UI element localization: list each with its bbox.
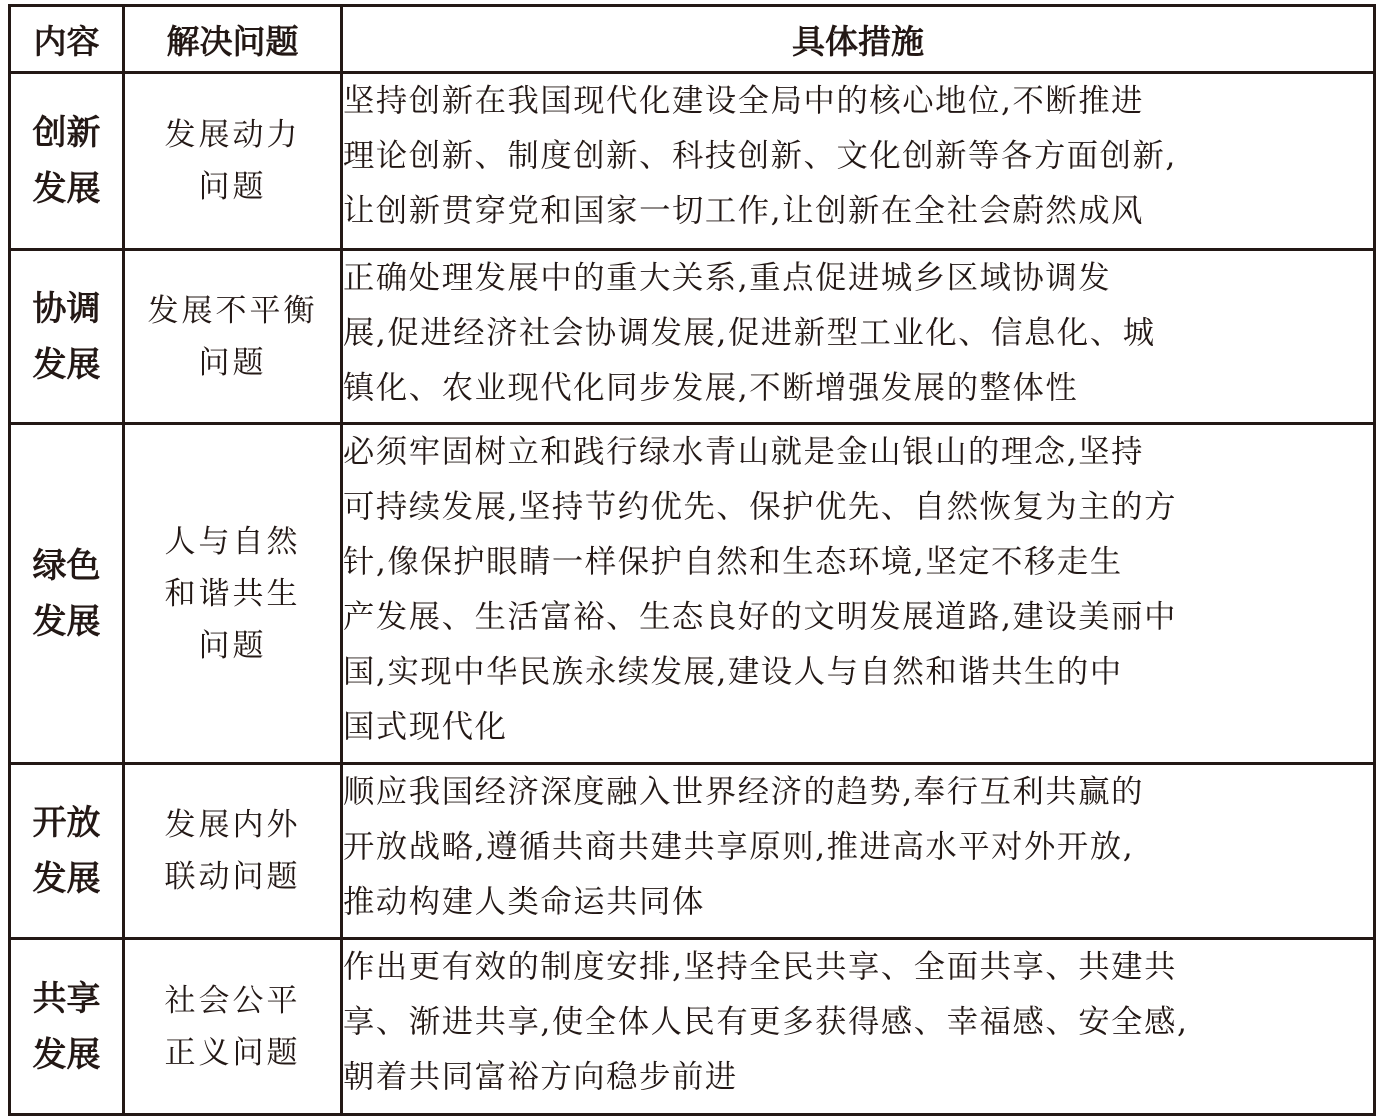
measures-line: 推动构建人类命运共同体 <box>343 884 705 920</box>
content-line: 发展 <box>32 859 101 899</box>
problem-line: 发展不平衡 <box>147 292 318 329</box>
header-problem: 解决问题 <box>124 6 342 73</box>
problem-line: 问题 <box>198 627 267 664</box>
measures-line: 产发展、生活富裕、生态良好的文明发展道路,建设美丽中 <box>343 599 1177 635</box>
content-cell <box>10 424 124 764</box>
content-cell <box>10 250 124 424</box>
header-measures: 具体措施 <box>342 6 1375 73</box>
measures-line: 朝着共同富裕方向稳步前进 <box>343 1059 738 1095</box>
content-cell <box>10 73 124 250</box>
problem-line: 社会公平 <box>164 982 301 1019</box>
content-line: 发展 <box>32 1034 101 1075</box>
problem-cell <box>124 73 342 250</box>
content-line: 协调 <box>32 288 101 329</box>
header-content: 内容 <box>10 6 124 73</box>
content-line: 发展 <box>32 169 101 209</box>
measures-cell <box>342 424 1375 764</box>
problem-line: 联动问题 <box>164 859 301 895</box>
measures-line: 镇化、农业现代化同步发展,不断增强发展的整体性 <box>343 370 1079 406</box>
measures-line: 展,促进经济社会协调发展,促进新型工业化、信息化、城 <box>343 315 1156 351</box>
table-row <box>10 73 1375 250</box>
problem-cell <box>124 764 342 939</box>
content-line: 创新 <box>32 113 101 153</box>
content-cell <box>10 939 124 1115</box>
measures-line: 可持续发展,坚持节约优先、保护优先、自然恢复为主的方 <box>343 489 1177 525</box>
measures-line: 作出更有效的制度安排,坚持全民共享、全面共享、共建共 <box>343 949 1177 985</box>
measures-line: 针,像保护眼睛一样保护自然和生态环境,坚定不移走生 <box>343 544 1123 580</box>
problem-cell <box>124 250 342 424</box>
measures-line: 顺应我国经济深度融入世界经济的趋势,奉行互利共赢的 <box>343 774 1145 810</box>
measures-line: 享、渐进共享,使全体人民有更多获得感、幸福感、安全感, <box>343 1004 1189 1040</box>
problem-line: 和谐共生 <box>164 575 301 612</box>
problem-line: 人与自然 <box>164 523 301 560</box>
problem-line: 问题 <box>198 169 267 205</box>
content-line: 发展 <box>32 344 101 385</box>
table-row <box>10 939 1375 1115</box>
problem-line: 发展内外 <box>164 807 301 843</box>
content-line: 发展 <box>32 601 101 642</box>
measures-line: 开放战略,遵循共商共建共享原则,推进高水平对外开放, <box>343 829 1135 865</box>
measures-line: 国,实现中华民族永续发展,建设人与自然和谐共生的中 <box>343 654 1123 690</box>
problem-cell <box>124 939 342 1115</box>
problem-line: 发展动力 <box>164 117 301 153</box>
development-concepts-table <box>8 4 1376 1116</box>
content-cell <box>10 764 124 939</box>
measures-cell <box>342 764 1375 939</box>
measures-cell <box>342 250 1375 424</box>
table-row <box>10 424 1375 764</box>
problem-line: 正义问题 <box>164 1034 301 1071</box>
measures-line: 国式现代化 <box>343 709 508 745</box>
measures-line: 让创新贯穿党和国家一切工作,让创新在全社会蔚然成风 <box>343 193 1145 229</box>
problem-cell <box>124 424 342 764</box>
content-line: 开放 <box>32 803 101 843</box>
measures-line: 必须牢固树立和践行绿水青山就是金山银山的理念,坚持 <box>343 434 1145 470</box>
table-row <box>10 250 1375 424</box>
measures-line: 理论创新、制度创新、科技创新、文化创新等各方面创新, <box>343 138 1177 174</box>
measures-cell <box>342 939 1375 1115</box>
content-line: 绿色 <box>32 545 101 586</box>
table-row <box>10 764 1375 939</box>
measures-cell <box>342 73 1375 250</box>
content-line: 共享 <box>32 978 101 1019</box>
measures-line: 坚持创新在我国现代化建设全局中的核心地位,不断推进 <box>343 83 1145 119</box>
measures-line: 正确处理发展中的重大关系,重点促进城乡区域协调发 <box>343 260 1112 296</box>
problem-line: 问题 <box>198 344 267 381</box>
header-row <box>10 6 1375 73</box>
